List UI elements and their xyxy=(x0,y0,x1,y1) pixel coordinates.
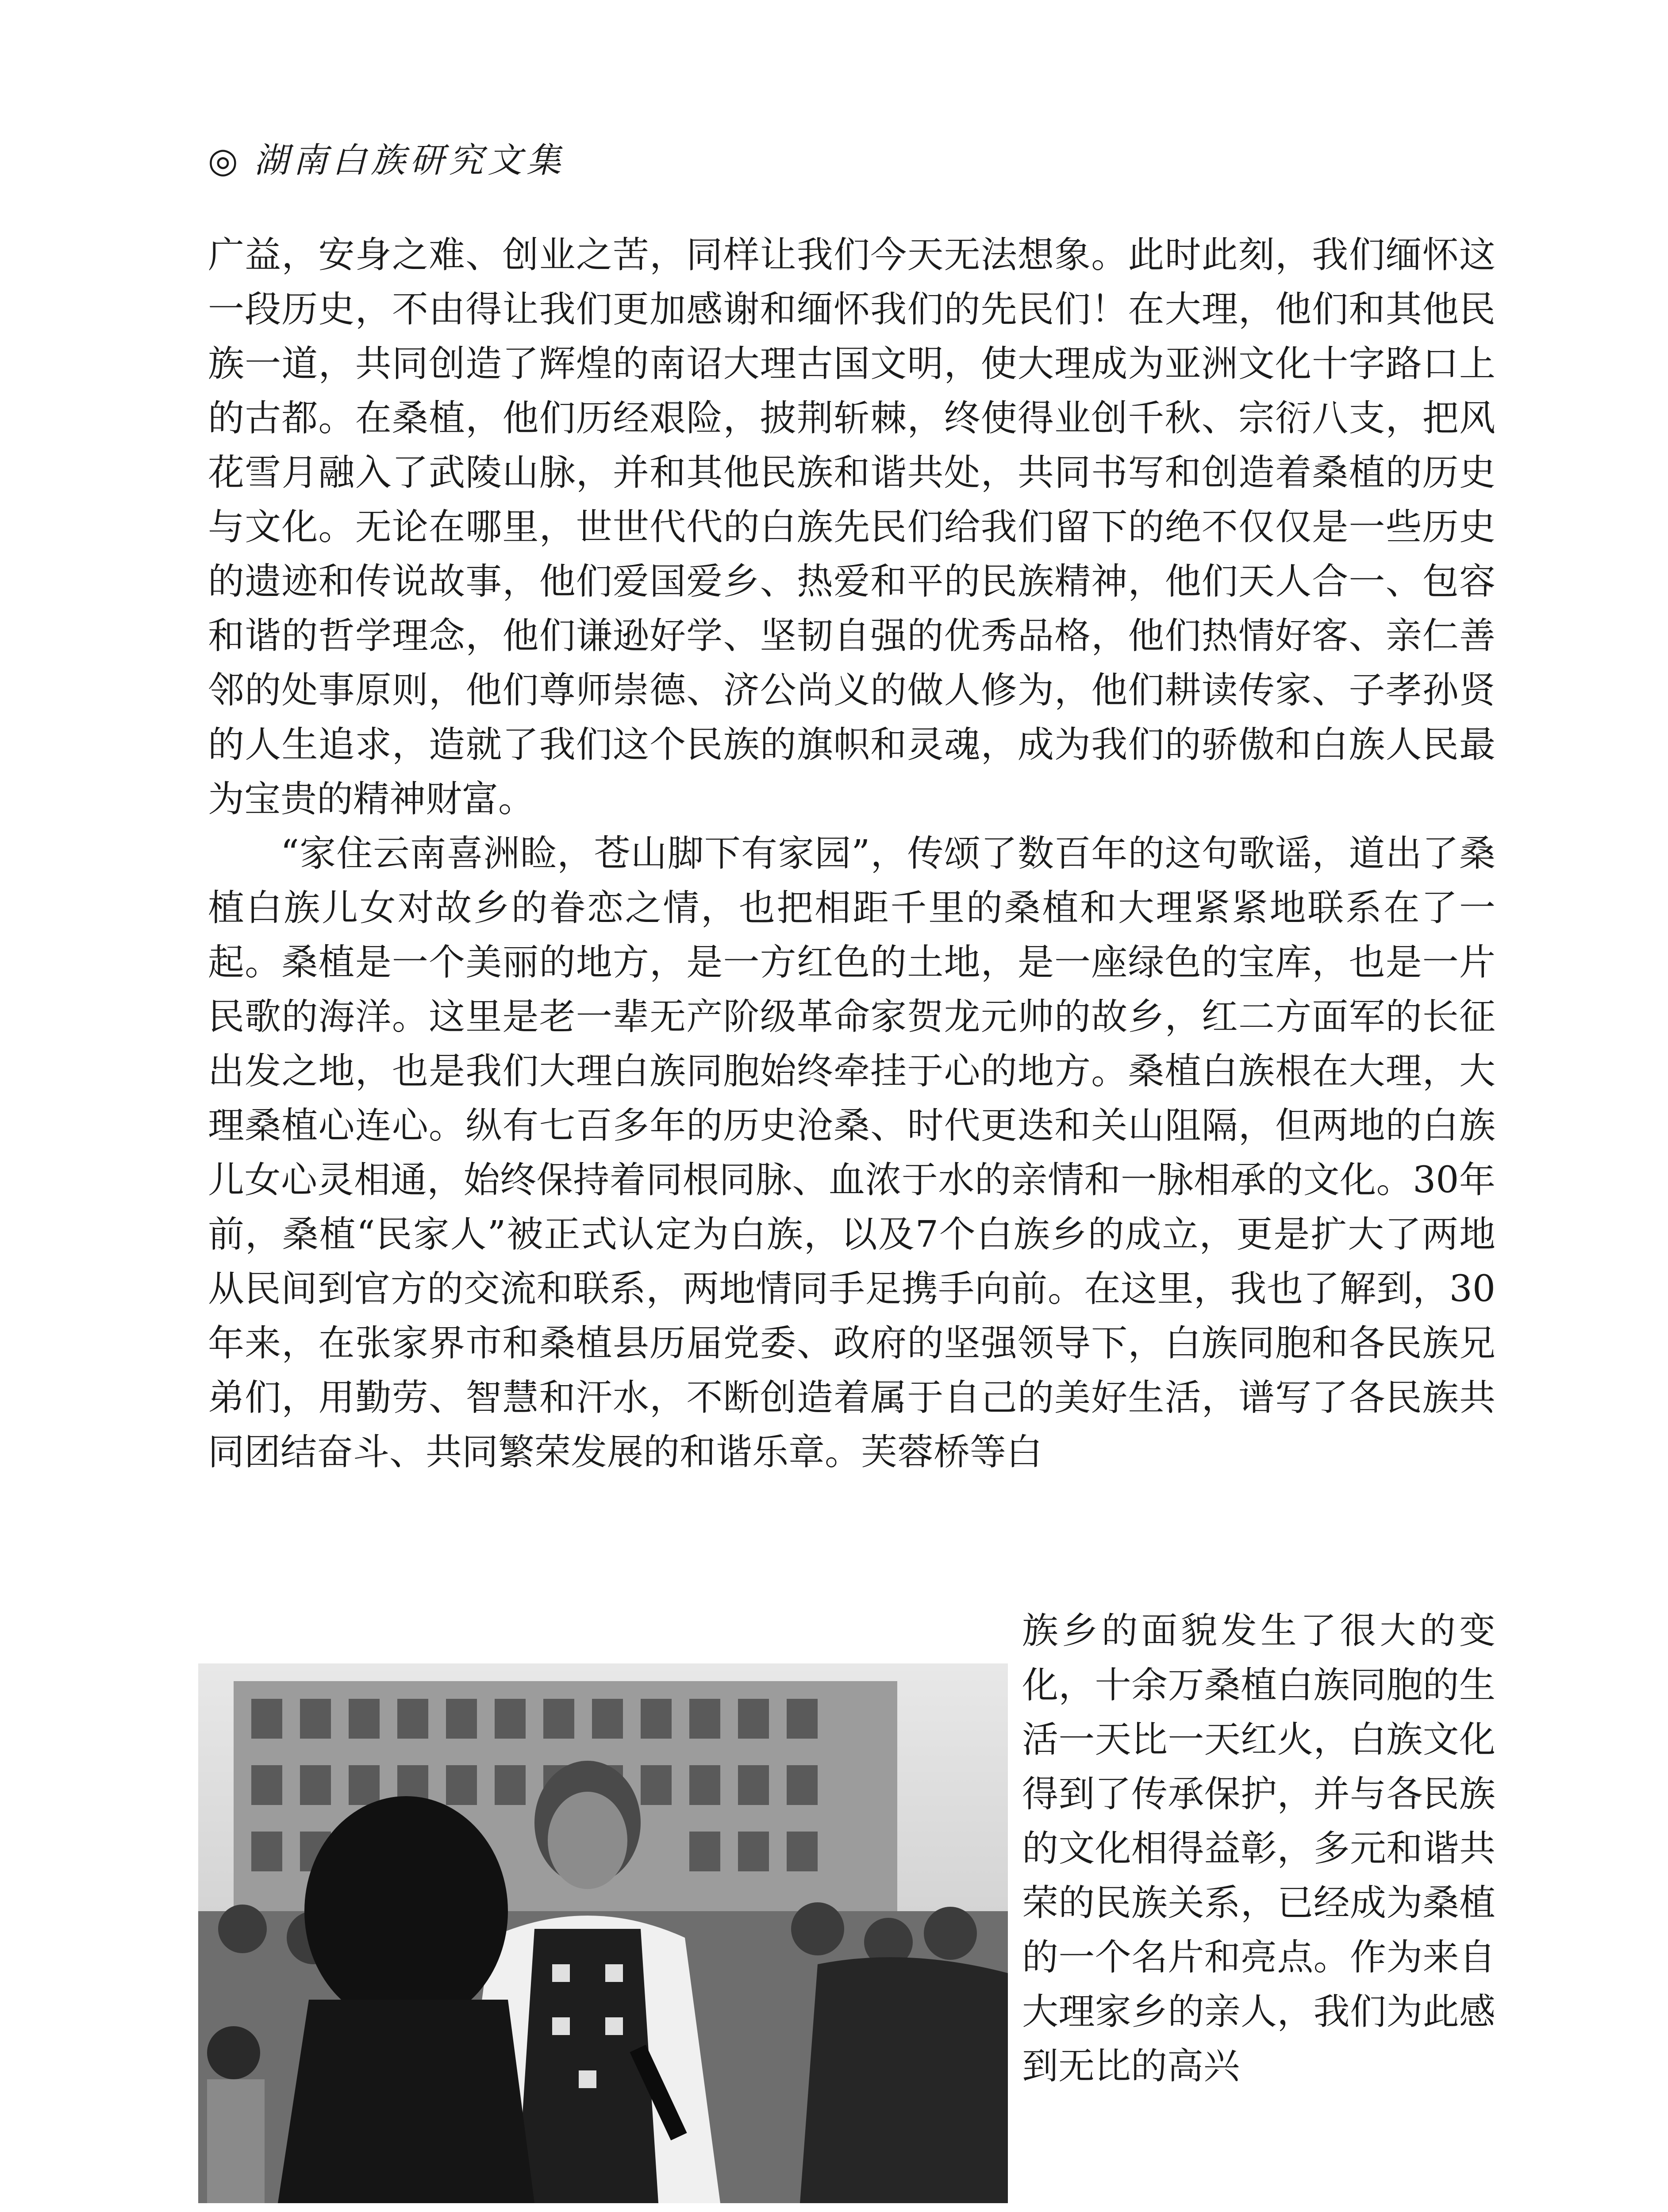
paragraph-2: “家住云南喜洲睑，苍山脚下有家园”，传颂了数百年的这句歌谣，道出了桑植白族儿女对故乡的眷恋之情，也把相距千里的桑植和大理紧紧地联系在了一起。桑植是一个美丽的地方，是一方红色的土地，是一座绿色的宝库，也是一片民歌的海洋。这里是老一辈无产阶级革命家贺龙元帅的故乡，红二方面军的长征出发之地，也是我们大理白族同胞始终牵挂于心的地方。桑植白族根在大理，大理桑植心连心。纵有七百多年的历史沧桑、时代更迭和关山阻隔，但两地的白族儿女心灵相通，始终保持着同根同脉、血浓于水的亲情和一脉相承的文化。30年前，桑植“民家人”被正式认定为白族，以及7个白族乡的成立，更是扩大了两地从民间到官方的交流和联系，两地情同手足携手向前。在这里，我也了解到，30年来，在张家界市和桑植县历届党委、政府的坚强领导下，白族同胞和各民族兄弟们，用勤劳、智慧和汗水，不断创造着属于自己的美好生活，谱写了各民族共同团结奋斗、共同繁荣发展的和谐乐章。芙蓉桥等白 xyxy=(208,833,1495,1473)
photo-illustration xyxy=(198,1663,1008,2203)
header-mark: ◎ xyxy=(208,141,243,180)
paragraph-2-continued: 族乡的面貌发生了很大的变化，十余万桑植白族同胞的生活一天比一天红火，白族文化得到了传承保护，并与各民族的文化相得益彰，多元和谐共荣的民族关系，已经成为桑植的一个名片和亮点。作为来自大理家乡的亲人，我们为此感到无比的高兴 xyxy=(1022,1610,1495,2087)
body-text xyxy=(208,228,1495,1479)
paragraph-1: 广益，安身之难、创业之苦，同样让我们今天无法想象。此时此刻，我们缅怀这一段历史，不由得让我们更加感谢和缅怀我们的先民们！在大理，他们和其他民族一道，共同创造了辉煌的南诏大理古国文明，使大理成为亚洲文化十字路口上的古都。在桑植，他们历经艰险，披荆斩棘，终使得业创千秋、宗衍八支，把风花雪月融入了武陵山脉，并和其他民族和谐共处，共同书写和创造着桑植的历史与文化。无论在哪里，世世代代的白族先民们给我们留下的绝不仅仅是一些历史的遗迹和传说故事，他们爱国爱乡、热爱和平的民族精神，他们天人合一、包容和谐的哲学理念，他们谦逊好学、坚韧自强的优秀品格，他们热情好客、亲仁善邻的处事原则，他们尊师崇德、济公尚义的做人修为，他们耕读传家、子孝孙贤的人生追求，造就了我们这个民族的旗帜和灵魂，成为我们的骄傲和白族人民最为宝贵的精神财富。 xyxy=(208,234,1495,820)
running-header xyxy=(208,136,565,185)
interview-photo xyxy=(198,1663,1008,2203)
wrapped-text xyxy=(1022,1604,1495,2093)
book-title: 湖南白族研究文集 xyxy=(254,141,566,180)
